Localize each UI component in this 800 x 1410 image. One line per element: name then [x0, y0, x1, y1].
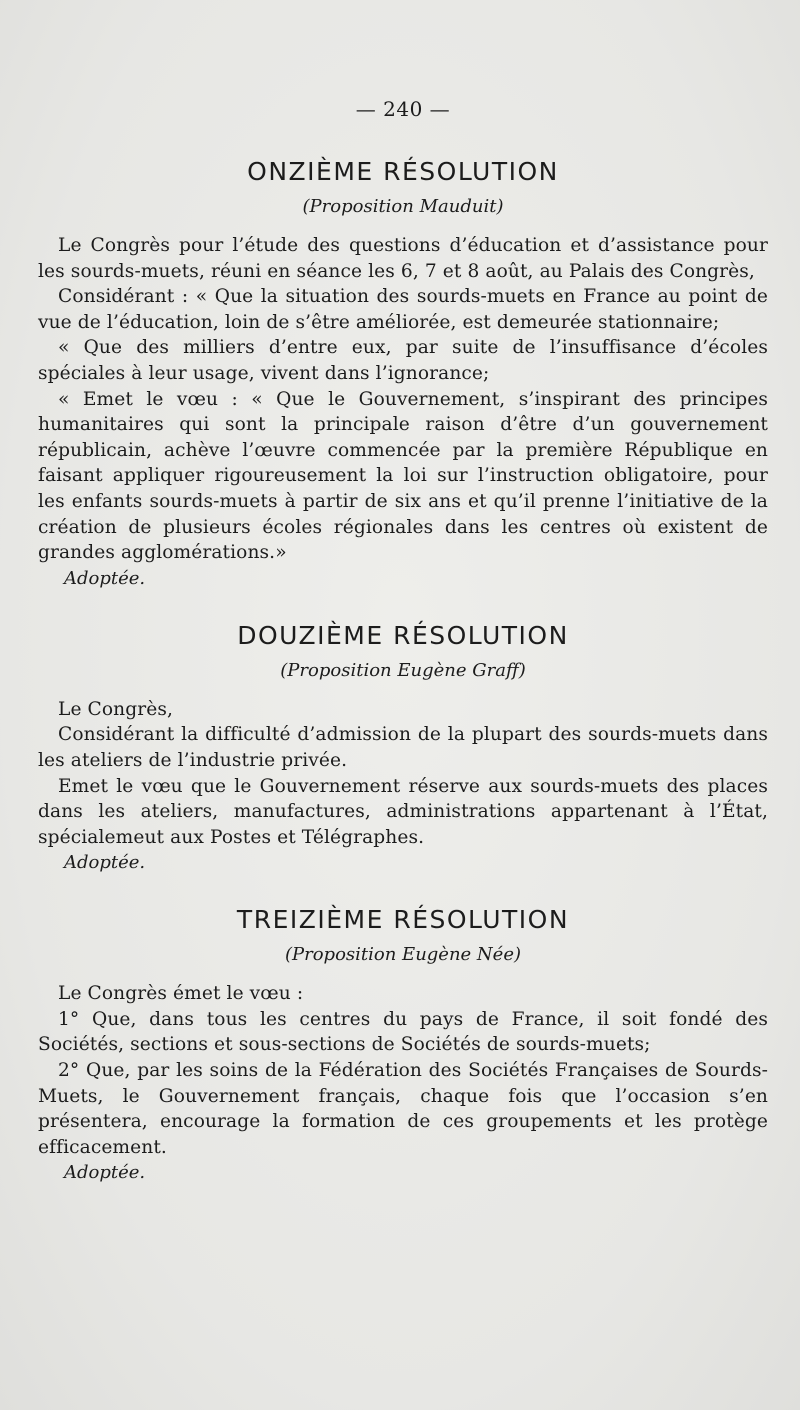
resolution-11	[38, 157, 768, 591]
paragraph: Le Congrès pour l’étude des questions d’éducation et d’assistance pour les sourds-muets, réuni en séance les 6, 7 et 8 août, au Palais des Congrès,	[38, 235, 768, 282]
paragraph: Considérant : « Que la situation des sourds-muets en France au point de vue de l’éducation, loin de s’être améliorée, est demeurée stationnaire;	[38, 286, 768, 333]
resolution-subtitle: (Proposition Eugène Née)	[284, 944, 522, 966]
resolution-title: DOUZIÈME RÉSOLUTION	[237, 620, 569, 650]
adopted-status: Adoptée.	[64, 852, 146, 874]
paragraph: « Que des milliers d’entre eux, par suite de l’insuffisance d’écoles spéciales à leur usage, vivent dans l’ignorance;	[38, 337, 768, 384]
paragraph: Considérant la difficulté d’admission de la plupart des sourds-muets dans les ateliers de l’industrie privée.	[38, 724, 768, 771]
resolution-subtitle: (Proposition Eugène Graff)	[280, 659, 526, 681]
resolution-title: TREIZIÈME RÉSOLUTION	[236, 905, 570, 935]
adopted-status: Adoptée.	[64, 567, 146, 589]
resolution-12	[38, 621, 768, 876]
paragraph: « Emet le vœu : « Que le Gouvernement, s’inspirant des principes humanitaires qui sont la principale raison d’être d’un gouvernement républicain, achève l’œuvre commencée par la première République en faisant appliquer rigoureusement la loi sur l’instruction obligatoire, pour les enfants sourds-muets à partir de six ans et qu’il prenne l’initiative de la création de plusieurs écoles régionales dans les centres où existent de grandes agglomérations.»	[38, 388, 768, 564]
resolution-title: ONZIÈME RÉSOLUTION	[247, 157, 559, 186]
paragraph: Le Congrès émet le vœu :	[58, 983, 304, 1005]
adopted-status: Adoptée.	[64, 1162, 146, 1184]
paragraph: 2° Que, par les soins de la Fédération des Sociétés Françaises de Sourds-Muets, le Gouvernement français, chaque fois que l’occasion s’en présentera, encourage la formation de ces groupements et les protège efficacement.	[38, 1060, 768, 1158]
resolution-subtitle: (Proposition Mauduit)	[302, 196, 504, 217]
paragraph: 1° Que, dans tous les centres du pays de France, il soit fondé des Sociétés, sections et sous-sections de Sociétés de sourds-muets;	[38, 1008, 768, 1056]
paragraph: Emet le vœu que le Gouvernement réserve aux sourds-muets des places dans les ateliers, manufactures, administrations appartenant à l’État, spécialemeut aux Postes et Télégraphes.	[38, 775, 768, 848]
paragraph: Le Congrès,	[58, 698, 174, 720]
page-number: — 240 —	[355, 97, 451, 121]
resolution-13	[38, 905, 768, 1185]
